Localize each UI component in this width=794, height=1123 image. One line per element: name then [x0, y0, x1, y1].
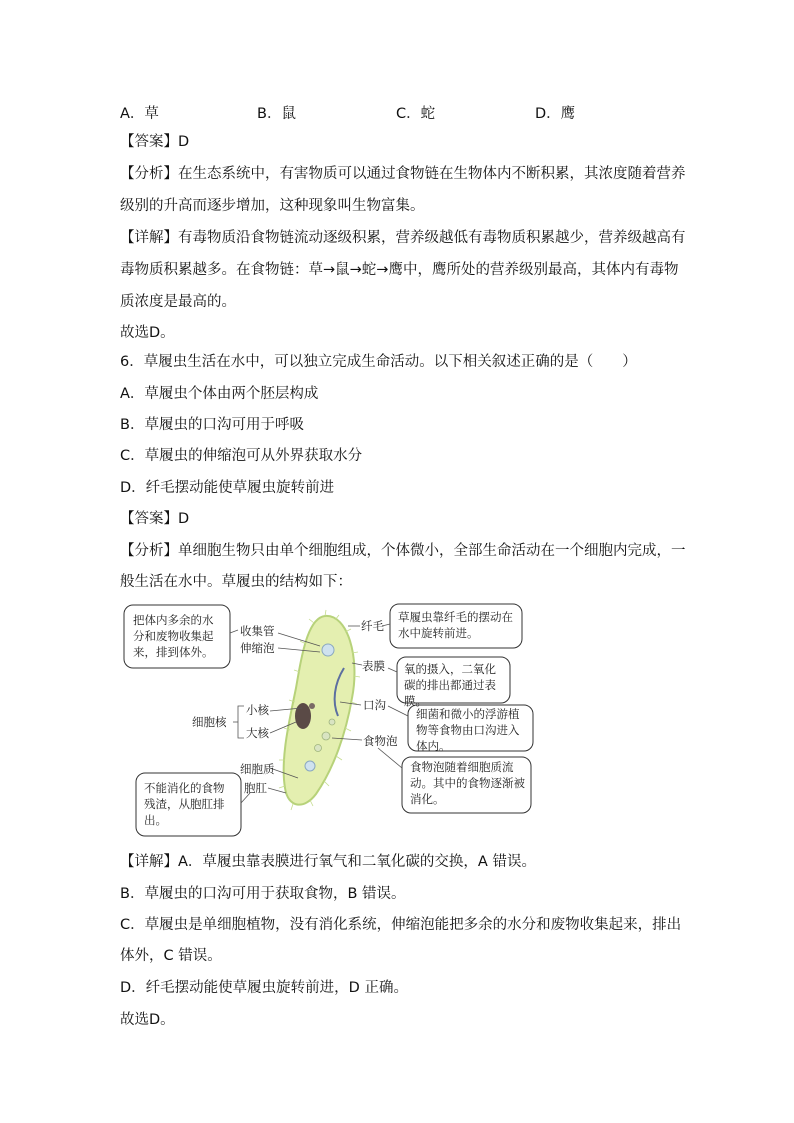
callout-digestion: 食物泡随着细胞质流动。其中的食物逐渐被消化。 — [410, 760, 525, 806]
q5-detail-line-1: 【详解】有毒物质沿食物链流动逐级积累，营养级越低有毒物质积累越少，营养级越高有 — [120, 230, 686, 246]
q6-detail-c-line-1: C．草履虫是单细胞植物，没有消化系统，伸缩泡能把多余的水分和废物收集起来，排出 — [120, 917, 682, 933]
q5-analysis-line-1: 【分析】在生态系统中，有害物质可以通过食物链在生物体内不断积累，其浓度随着营养 — [120, 166, 686, 182]
label-cilia: 纤毛 — [361, 619, 384, 633]
label-food-vacuole: 食物泡 — [363, 734, 398, 748]
label-cytoplasm: 细胞质 — [240, 762, 275, 776]
callout-gas-exchange: 氧的摄入，二氧化碳的排出都通过表膜。 — [404, 662, 496, 708]
micronucleus-shape — [309, 703, 315, 709]
label-collecting-tube: 收集管 — [240, 624, 275, 638]
callout-egestion: 不能消化的食物残渣，从胞肛排出。 — [144, 781, 225, 827]
q5-options — [120, 102, 640, 122]
q5-answer: 【答案】D — [120, 134, 190, 150]
q6-option-c: C．草履虫的伸缩泡可从外界获取水分 — [120, 448, 363, 464]
q5-detail-line-2: 毒物质积累越多。在食物链：草→鼠→蛇→鹰中，鹰所处的营养级别最高，其体内有毒物 — [120, 262, 679, 278]
q6-stem: 6．草履虫生活在水中，可以独立完成生命活动。以下相关叙述正确的是（ ） — [120, 354, 637, 370]
q6-analysis-line-2: 般生活在水中。草履虫的结构如下： — [120, 574, 352, 590]
q5-option-d: D．鹰 — [535, 106, 576, 122]
food-vacuole-2 — [315, 745, 322, 752]
label-pellicle: 表膜 — [362, 659, 385, 673]
q5-analysis-line-2: 级别的升高而逐步增加，这种现象叫生物富集。 — [120, 198, 425, 214]
label-oral-groove: 口沟 — [363, 698, 386, 712]
contractile-vacuole-bottom — [305, 761, 315, 771]
q6-option-d: D．纤毛摆动能使草履虫旋转前进 — [120, 480, 335, 496]
label-anal-pore: 胞肛 — [244, 781, 267, 795]
macronucleus-shape — [295, 703, 311, 729]
q6-detail-a: 【详解】A．草履虫靠表膜进行氧气和二氧化碳的交换，A 错误。 — [120, 854, 536, 870]
food-vacuole-1 — [322, 732, 330, 740]
q5-option-a: A．草 — [120, 106, 159, 122]
callout-excretion: 把体内多余的水分和废物收集起来，排到体外。 — [133, 613, 214, 659]
food-vacuole-3 — [329, 719, 335, 725]
contractile-vacuole-top — [322, 644, 334, 656]
callout-cilia-movement: 草履虫靠纤毛的摆动在水中旋转前进。 — [398, 610, 513, 640]
q5-option-c: C．蛇 — [396, 106, 436, 122]
label-contractile-vacuole: 伸缩泡 — [240, 641, 275, 655]
q6-detail-b: B．草履虫的口沟可用于获取食物，B 错误。 — [120, 886, 406, 902]
q6-option-b: B．草履虫的口沟可用于呼吸 — [120, 417, 304, 433]
paramecium-diagram — [120, 598, 540, 840]
q5-option-b: B．鼠 — [257, 106, 296, 122]
q5-conclusion: 故选D。 — [120, 325, 175, 341]
q6-option-a: A．草履虫个体由两个胚层构成 — [120, 386, 319, 402]
q6-answer: 【答案】D — [120, 511, 190, 527]
q5-detail-line-3: 质浓度是最高的。 — [120, 294, 236, 310]
q6-conclusion: 故选D。 — [120, 1012, 175, 1028]
q6-detail-d: D．纤毛摆动能使草履虫旋转前进，D 正确。 — [120, 980, 408, 996]
q6-detail-c-line-2: 体外，C 错误。 — [120, 948, 222, 964]
label-nucleus: 细胞核 — [192, 715, 227, 729]
label-macronucleus: 大核 — [246, 726, 269, 740]
label-micronucleus: 小核 — [246, 703, 269, 717]
callout-feeding: 细菌和微小的浮游植物等食物由口沟进入体内。 — [416, 707, 520, 753]
q6-analysis-line-1: 【分析】单细胞生物只由单个细胞组成，个体微小，全部生命活动在一个细胞内完成，一 — [120, 543, 686, 559]
